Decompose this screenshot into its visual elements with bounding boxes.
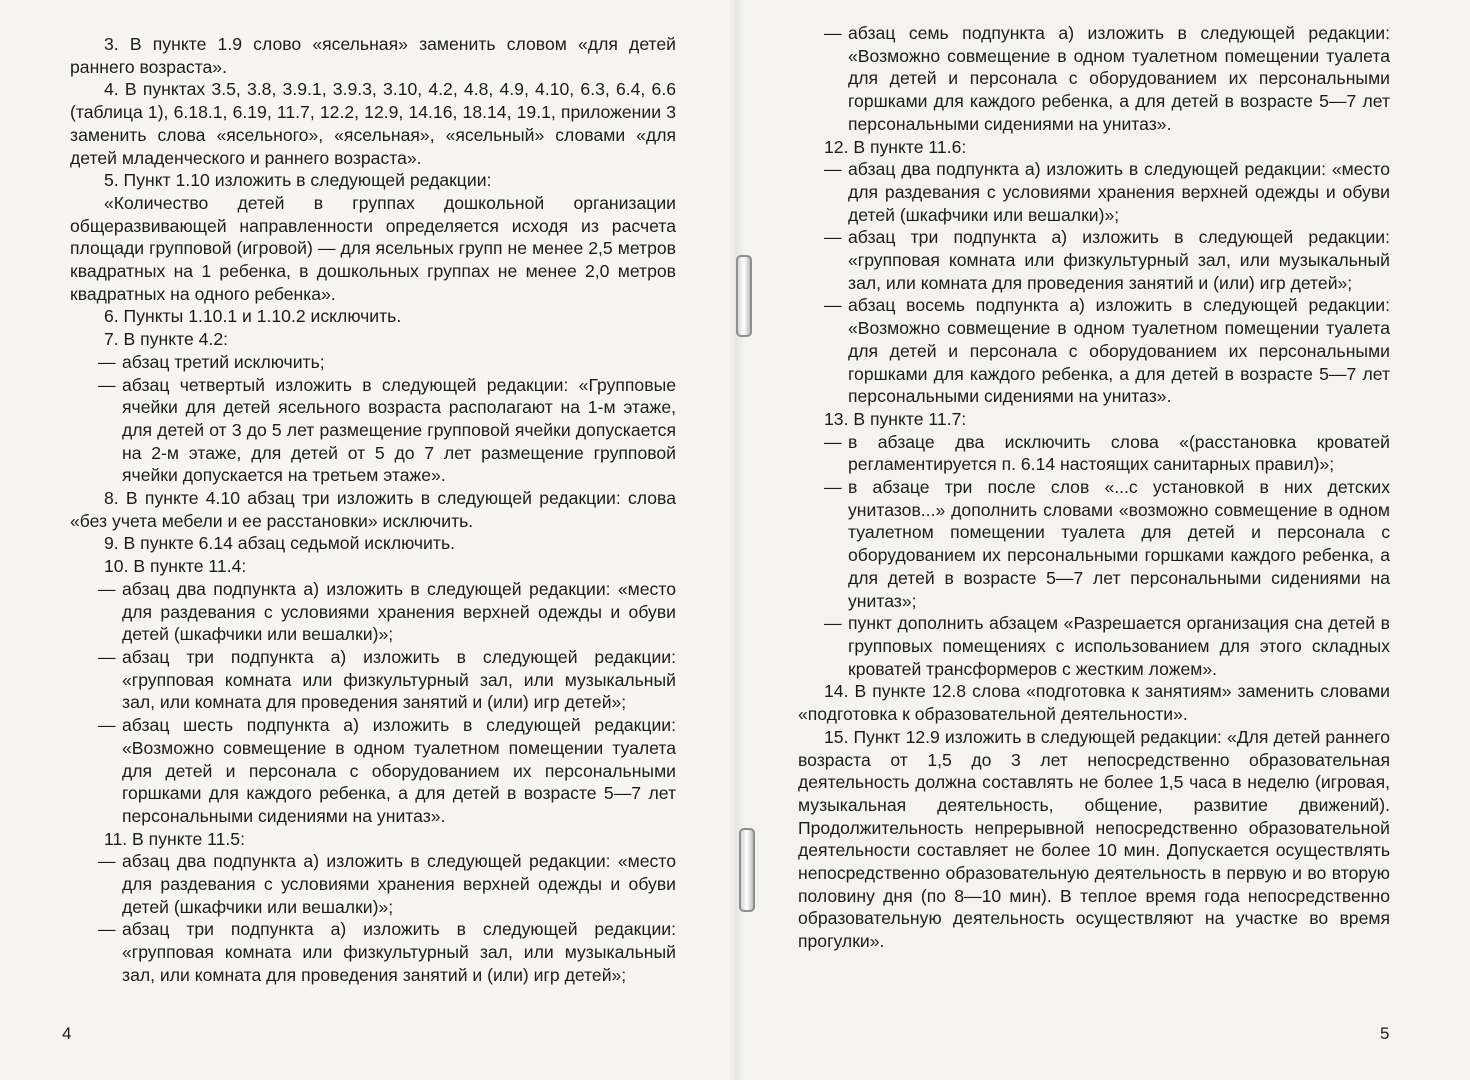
dash-item-text: абзац два подпункта а) изложить в следующей редакции: «место для раздевания с условиями хранения верхней одежды и обуви детей (шкафчики или вешалки)»; (122, 578, 676, 645)
page-number-left: 4 (62, 1024, 72, 1043)
page-number-right: 5 (1380, 1024, 1390, 1043)
left-page-text (70, 33, 676, 987)
dash-marker: — (824, 227, 842, 248)
dash-item-text: абзац четвертый изложить в следующей редакции: «Групповые ячейки для детей ясельного возраста располагают на 1-м этаже, для детей от 3 до 5 лет размещение групповой ячейки допускается на 2-м этаже, для детей от 5 до 7 лет размещение групповой ячейки допускается на третьем этаже». (122, 374, 676, 486)
dash-marker: — (98, 646, 116, 667)
dash-marker: — (98, 578, 116, 599)
staple-bottom-icon (739, 828, 755, 912)
dash-list-item (70, 374, 676, 488)
numbered-paragraph: 13. В пункте 11.7: (824, 408, 967, 429)
dash-list-item (798, 294, 1390, 408)
dash-marker: — (824, 477, 842, 498)
dash-item-text: в абзаце три после слов «...с установкой в них детских унитазов...» дополнить словами «возможно совмещение в одном туалетном помещении туалета для детей и персонала с оборудованием их персональными горшками каждого ребенка, а для детей в возрасте 5—7 лет персональными сидениями на унитаз»; (848, 477, 1390, 611)
dash-item-text: абзац три подпункта а) изложить в следующей редакции: «групповая комната или физкультурный зал, или музыкальный зал, или комната для проведения занятий и (или) игр детей»; (122, 646, 676, 713)
dash-marker: — (98, 851, 116, 872)
numbered-paragraph: 15. Пункт 12.9 изложить в следующей редакции: «Для детей раннего возраста от 1,5 до 3 лет непосредственно образовательная деятельность должна составлять не более 1,5 часа в неделю (игровая, музыкальная деятельность, общение, развитие движений). Продолжительность непрерывной непосредственно образовательной деятельности составляет не более 10 мин. Допускается осуществлять непосредственно образовательную деятельность в первую и во вторую половину дня (по 8—10 мин). В теплое время года непосредственно образовательную деятельность осуществляют на участке во время прогулки». (798, 726, 1390, 952)
dash-marker: — (824, 23, 842, 43)
dash-marker: — (824, 159, 842, 180)
dash-marker: — (98, 351, 116, 372)
dash-item-text: абзац шесть подпункта а) изложить в следующей редакции: «Возможно совмещение в одном туалетном помещении туалета для детей и персонала с оборудованием их персональными горшками для каждого ребенка, а для детей в возрасте 5—7 лет персональными сидениями на унитаз». (122, 715, 676, 826)
numbered-paragraph: 6. Пункты 1.10.1 и 1.10.2 исключить. (104, 306, 402, 327)
dash-marker: — (98, 715, 116, 736)
dash-item-text: пункт дополнить абзацем «Разрешается организация сна детей в групповых помещениях с использованием для этого складных кроватей трансформеров с жестким ложем». (848, 613, 1390, 679)
dash-list-item (70, 578, 676, 646)
numbered-paragraph: 14. В пункте 12.8 слова «подготовка к занятиям» заменить словами «подготовка к образовательной деятельности». (798, 681, 1390, 725)
dash-marker: — (824, 431, 842, 452)
dash-list-item (70, 351, 676, 374)
dash-list-item (70, 714, 676, 828)
dash-item-text: абзац восемь подпункта а) изложить в следующей редакции: «Возможно совмещение в одном туалетном помещении туалета для детей и персонала с оборудованием их персональными горшками для каждого ребенка, а для детей в возрасте 5—7 лет персональными сидениями на унитаз». (848, 295, 1390, 407)
binding-gutter (728, 0, 744, 1080)
right-page-text (798, 22, 1390, 953)
dash-item-text: абзац два подпункта а) изложить в следующей редакции: «место для раздевания с условиями хранения верхней одежды и обуви детей (шкафчики или вешалки)»; (848, 159, 1390, 225)
dash-list-item (70, 646, 676, 714)
numbered-paragraph: 3. В пункте 1.9 слово «ясельная» заменить словом «для детей раннего возраста». (70, 34, 676, 77)
dash-item-text: абзац три подпункта а) изложить в следующей редакции: «групповая комната или физкультурный зал, или музыкальный зал, или комната для проведения занятий и (или) игр детей»; (122, 919, 676, 985)
numbered-paragraph: 7. В пункте 4.2: (104, 329, 228, 350)
dash-list-item (70, 850, 676, 918)
numbered-paragraph: 5. Пункт 1.10 изложить в следующей редакции: (104, 170, 492, 191)
dash-list-item (798, 431, 1390, 476)
dash-list-item (798, 226, 1390, 294)
dash-item-text: абзац три подпункта а) изложить в следующей редакции: «групповая комната или физкультурный зал, или музыкальный зал, или комната для проведения занятий и (или) игр детей»; (848, 227, 1390, 293)
numbered-paragraph: 9. В пункте 6.14 абзац седьмой исключить. (104, 533, 455, 554)
dash-list-item (798, 22, 1390, 136)
dash-marker: — (824, 295, 842, 316)
dash-list-item (798, 612, 1390, 680)
numbered-paragraph: 11. В пункте 11.5: (104, 828, 245, 849)
numbered-paragraph: 12. В пункте 11.6: (824, 136, 967, 157)
dash-marker: — (824, 613, 842, 634)
numbered-paragraph: 8. В пункте 4.10 абзац три изложить в следующей редакции: слова «без учета мебели и ее расстановки» исключить. (70, 488, 676, 531)
dash-item-text: абзац два подпункта а) изложить в следующей редакции: «место для раздевания с условиями хранения верхней одежды и обуви детей (шкафчики или вешалки)»; (122, 851, 676, 917)
dash-marker: — (98, 919, 116, 940)
dash-item-text: в абзаце два исключить слова «(расстановка кроватей регламентируется п. 6.14 настоящих санитарных правил)»; (848, 431, 1390, 475)
staple-top-icon (736, 255, 752, 337)
dash-list-item (798, 476, 1390, 612)
dash-item-text: абзац семь подпункта а) изложить в следующей редакции: «Возможно совмещение в одном туалетном помещении туалета для детей и персонала с оборудованием их персональными горшками для каждого ребенка, а для детей в возрасте 5—7 лет персональными сидениями на унитаз». (848, 23, 1390, 134)
dash-list-item (70, 918, 676, 986)
numbered-paragraph: «Количество детей в группах дошкольной организации общеразвивающей направленности определяется исходя из расчета площади групповой (игровой) — для ясельных групп не менее 2,5 метров квадратных на 1 ребенка, в дошкольных группах не менее 2,0 метров квадратных на одного ребенка». (70, 192, 676, 304)
dash-item-text: абзац третий исключить; (122, 351, 325, 372)
dash-marker: — (98, 374, 116, 395)
dash-list-item (798, 158, 1390, 226)
numbered-paragraph: 4. В пунктах 3.5, 3.8, 3.9.1, 3.9.3, 3.10, 4.2, 4.8, 4.9, 4.10, 6.3, 6.4, 6.6 (таблица 1), 6.18.1, 6.19, 11.7, 12.2, 12.9, 14.16, 18.14, 19.1, приложении 3 заменить слова «ясельного», «ясельная», «ясельный» словами «для детей младенческого и раннего возраста». (70, 79, 676, 168)
numbered-paragraph: 10. В пункте 11.4: (104, 556, 247, 577)
